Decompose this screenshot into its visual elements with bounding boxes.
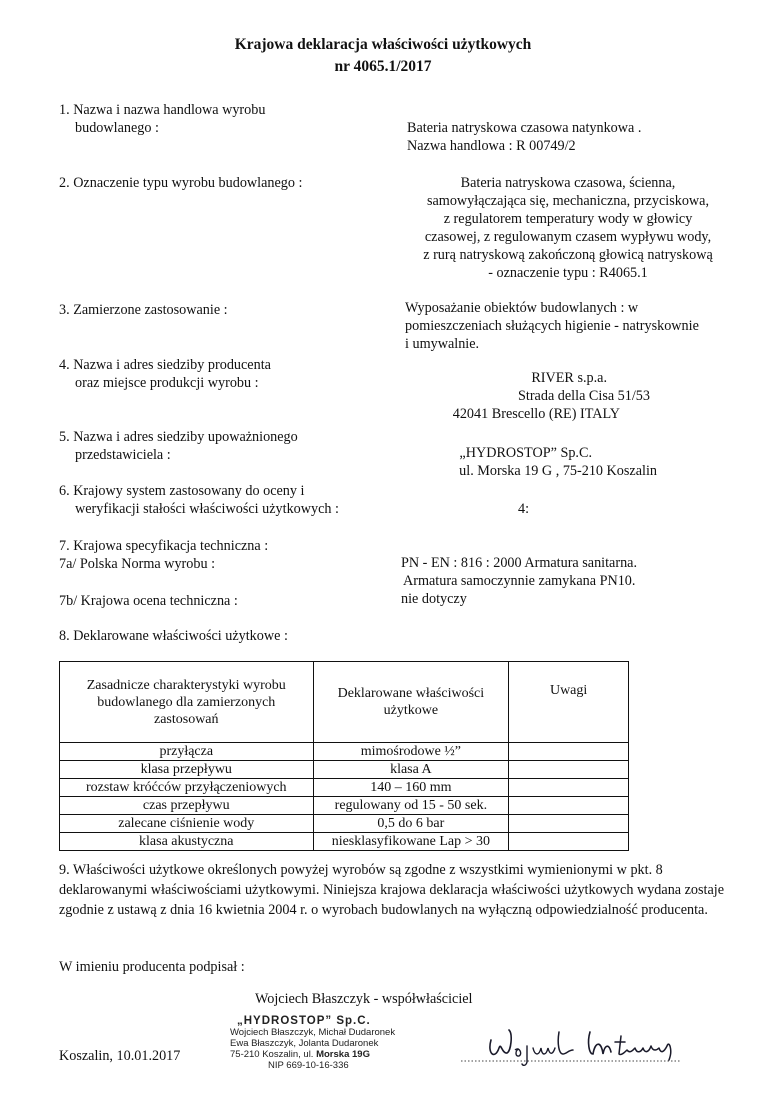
signer-name: Wojciech Błaszczyk - współwłaściciel xyxy=(255,991,473,1007)
item-5-label: 5. Nazwa i adres siedziby upoważnionego przedstawiciela : xyxy=(59,429,298,463)
item-1-value: Bateria natryskowa czasowa natynkowa . Nazwa handlowa : R 00749/2 xyxy=(407,120,642,154)
stamp-line-2: Ewa Błaszczyk, Jolanta Dudaronek xyxy=(230,1038,379,1049)
row-remarks xyxy=(509,743,629,761)
stamp-line-1: Wojciech Błaszczyk, Michał Dudaronek xyxy=(230,1027,396,1038)
row-value: mimośrodowe ½” xyxy=(313,743,509,761)
table-row xyxy=(60,833,629,851)
table-row xyxy=(60,779,629,797)
row-remarks xyxy=(509,797,629,815)
signature-stroke-j xyxy=(522,1046,527,1065)
on-behalf-label: W imieniu producenta podpisał : xyxy=(59,959,245,975)
row-value: klasa A xyxy=(313,761,509,779)
table-row xyxy=(60,743,629,761)
item-7b-value: nie dotyczy xyxy=(401,591,467,607)
document-title: Krajowa deklaracja właściwości użytkowych xyxy=(234,36,532,53)
row-remarks xyxy=(509,761,629,779)
item-7a-value: PN - EN : 816 : 2000 Armatura sanitarna. Armatura samoczynnie zamykana PN10. xyxy=(401,555,638,589)
place-date: Koszalin, 10.01.2017 xyxy=(59,1048,181,1064)
item-2-value: Bateria natryskowa czasowa, ścienna, samowyłączająca się, mechaniczna, przyciskowa, z regulatorem temperatury wody w głowicy czasowej, z regulowanym czasem wypływu wody, z rurą natryskową zakończoną głowicą natryskową - oznaczenie typu : R4065.1 xyxy=(423,175,713,281)
stamp-company: „HYDROSTOP” Sp.C. xyxy=(237,1015,371,1027)
declaration-number: nr 4065.1/2017 xyxy=(334,58,432,75)
company-stamp xyxy=(230,1016,395,1071)
row-value: 140 – 160 mm xyxy=(313,779,509,797)
signature-stroke-m xyxy=(589,1032,611,1054)
row-value: regulowany od 15 - 50 sek. xyxy=(313,797,509,815)
item-9-paragraph: 9. Właściwości użytkowe określonych powyżej wyrobów są zgodne z wszystkimi wymienionymi w pkt. 8 deklarowanymi właściwościami użytkowymi. Niniejsza krajowa deklaracja właściwości użytkowych wydana zostaje zgodnie z ustawą z dnia 16 kwietnia 2004 r. o wyrobach budowlanych na wyłączną odpowiedzialność producenta. xyxy=(59,862,725,918)
item-8-label: 8. Deklarowane właściwości użytkowe : xyxy=(59,628,288,644)
signature-stroke-surname xyxy=(615,1036,671,1060)
header-characteristics: Zasadnicze charakterystyki wyrobu budowlanego dla zamierzonych zastosowań xyxy=(60,662,314,743)
row-remarks xyxy=(509,833,629,851)
table-header-row xyxy=(60,662,629,743)
item-6-label: 6. Krajowy system zastosowany do oceny i weryfikacji stałości właściwości użytkowych : xyxy=(59,483,339,517)
row-characteristic: czas przepływu xyxy=(60,797,314,815)
signature-stroke-h xyxy=(558,1032,573,1054)
signature-stroke-o xyxy=(515,1049,521,1056)
signature-stroke-cie xyxy=(533,1048,555,1054)
item-5-value: „HYDROSTOP” Sp.C. ul. Morska 19 G , 75-210 Koszalin xyxy=(459,445,657,479)
item-3-value: Wyposażanie obiektów budowlanych : w pomieszczeniach służących higienie - natryskownie i umywalnie. xyxy=(405,300,699,352)
row-characteristic: klasa przepływu xyxy=(60,761,314,779)
item-4-label: 4. Nazwa i adres siedziby producenta oraz miejsce produkcji wyrobu : xyxy=(59,357,271,391)
row-value: niesklasyfikowane Lap > 30 xyxy=(313,833,509,851)
item-1-label: 1. Nazwa i nazwa handlowa wyrobu budowlanego : xyxy=(59,102,266,136)
signature-stroke-w xyxy=(490,1030,511,1054)
table-row xyxy=(60,815,629,833)
table-row xyxy=(60,761,629,779)
stamp-line-3: 75-210 Koszalin, ul. Morska 19G xyxy=(230,1049,370,1060)
item-4-value: RIVER s.p.a. Strada della Cisa 51/53 42041 Brescello (RE) ITALY xyxy=(452,370,650,422)
item-6-value: 4: xyxy=(518,501,530,517)
table-row xyxy=(60,797,629,815)
row-value: 0,5 do 6 bar xyxy=(313,815,509,833)
row-characteristic: klasa akustyczna xyxy=(60,833,314,851)
item-7-label: 7. Krajowa specyfikacja techniczna : xyxy=(59,538,269,554)
item-7a-label: 7a/ Polska Norma wyrobu : xyxy=(59,556,216,572)
item-7b-label: 7b/ Krajowa ocena techniczna : xyxy=(59,593,238,609)
handwritten-signature xyxy=(455,1020,705,1070)
item-2-label: 2. Oznaczenie typu wyrobu budowlanego : xyxy=(59,175,303,191)
header-remarks: Uwagi xyxy=(509,662,629,743)
declared-properties-table xyxy=(59,661,629,851)
row-remarks xyxy=(509,779,629,797)
row-characteristic: przyłącza xyxy=(60,743,314,761)
row-remarks xyxy=(509,815,629,833)
row-characteristic: zalecane ciśnienie wody xyxy=(60,815,314,833)
item-3-label: 3. Zamierzone zastosowanie : xyxy=(59,302,228,318)
row-characteristic: rozstaw króćców przyłączeniowych xyxy=(60,779,314,797)
header-declared-properties: Deklarowane właściwości użytkowe xyxy=(313,662,509,743)
stamp-line-4: NIP 669-10-16-336 xyxy=(268,1060,349,1071)
